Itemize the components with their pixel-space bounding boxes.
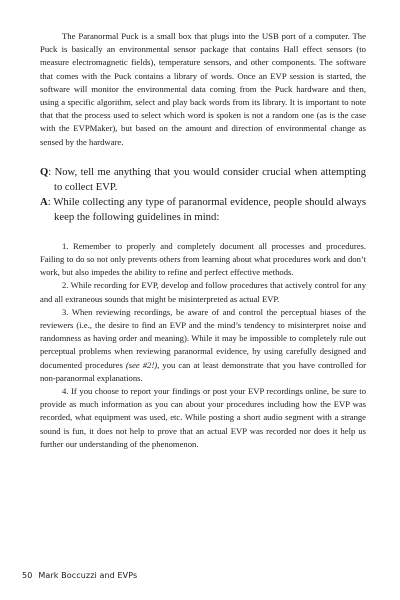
page-number: 50 <box>22 571 33 580</box>
guidelines-list <box>40 240 366 451</box>
guideline-text: , you can at least demonstrate that you have controlled for non-paranormal explanations. <box>40 359 366 383</box>
answer-paragraph <box>40 195 366 225</box>
guideline-item: 2. While recording for EVP, develop and follow procedures that actively control for any and all extraneous sounds that might be misinterpreted as actual EVP. <box>40 280 366 304</box>
intro-paragraph: The Paranormal Puck is a small box that plugs into the USB port of a computer. The Puck is basically an environmental sensor package that contains Hall effect sensors (to measure electromagnetic fields), temperature sensors, and other components. The software that comes with the Puck contains a library of words. Once an EVP session is started, the software will monitor the environmental data coming from the Puck hardware and then, using a specific algorithm, select and play back words from its library. It is important to note that that the process used to select which word is spoken is not a random one (as is the case with the EVPMaker), but based on the amount and direction of environmental change as sensed by the hardware. <box>40 31 366 147</box>
guideline-item: 1. Remember to properly and completely document all processes and procedures. Failing to do so not only prevents others from learning about what procedures work and don’t work, but also impedes the ability to refine and perfect effective methods. <box>40 240 366 278</box>
guideline-emphasis: (see #2!) <box>125 359 158 370</box>
page-body <box>40 30 366 451</box>
guideline-item: 4. If you choose to report your findings or post your EVP recordings online, be sure to provide as much information as you can about your procedures including how the EVP was recorded, what equipment was used, etc. While posting a short audio segment with a strange sound is fun, it does not help to prove that an actual EVP was recorded nor does it help us further our understanding of the phenomenon. <box>40 386 366 449</box>
question-text: : Now, tell me anything that you would consider crucial when attempting to collect EVP. <box>48 166 366 193</box>
answer-label: A <box>40 195 48 208</box>
question-label: Q <box>40 166 49 178</box>
answer-text: : While collecting any type of paranormal evidence, people should always keep the following guidelines in mind: <box>47 195 366 223</box>
guideline-text: 3. When reviewing recordings, be aware of and control the perceptual biases of the reviewers (i.e., the desire to find an EVP and the mind’s tendency to misinterpret noise and randomness as having order and meaning). While it may be impossible to completely rule out perceptual problems when reviewing paranormal evidence, by using carefully designed and documented procedures <box>40 306 366 370</box>
page-footer <box>22 571 137 580</box>
running-title: Mark Boccuzzi and EVPs <box>38 571 138 580</box>
guideline-item <box>40 306 366 385</box>
interview-qa <box>40 165 366 225</box>
question-paragraph <box>40 165 366 195</box>
